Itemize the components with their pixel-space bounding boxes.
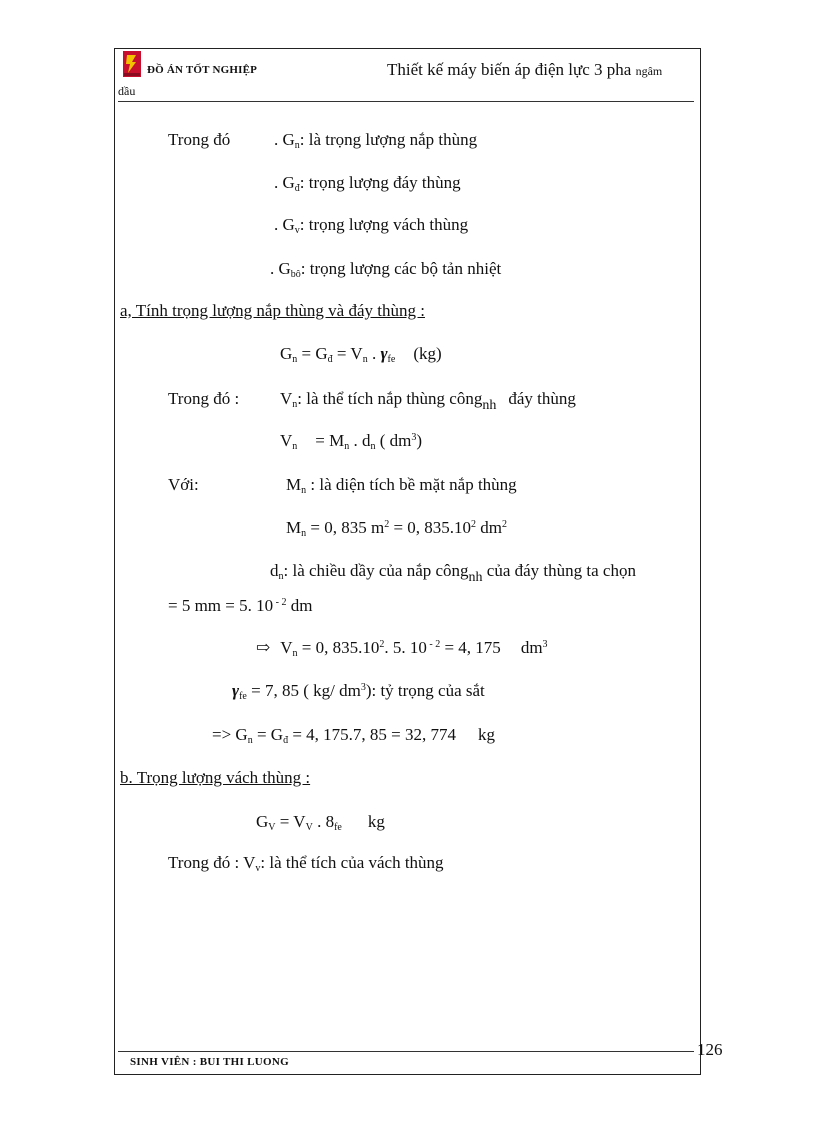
header-right-title-continued: dầu [118,84,136,98]
formula-line: ⇨ $V_n = 0$, 835.10$^2$. 5. 10 $^{- 2}$ = 4, 175 $dm^3$ [256,638,548,659]
header-left-title: ĐỒ ÁN TỐT NGHIỆP [147,64,258,76]
text-line: . $G_n$: là trọng lượng nắp thùng [274,130,478,151]
footer-student: SINH VIÊN : BUI THI LUONG [130,1056,289,1068]
text-line: Với: [168,475,199,494]
text-line: $V_n$: là thể tích nắp thùng công$_{nh}$ đáy thùng [280,389,576,413]
text-line: Trong đó : [168,389,240,408]
formula-line: $V_n = M_n$ . $d_n$ ( $dm^3$) [280,431,423,452]
formula-line: $M_n = 0$, 835 $m^2 = 0$, 835.10$^2$ $dm^2$ [286,518,508,539]
page-number: 126 [697,1040,723,1059]
header-right-title: Thiết kế máy biến áp điện lực 3 pha ngâm [387,60,663,79]
header-divider [118,101,694,102]
school-logo-icon [123,51,141,77]
text-line: . $G_{bô}$: trọng lượng các bộ tản nhiệt [270,259,502,280]
footer-divider [118,1051,694,1052]
text-line: . $G_v$: trọng lượng vách thùng [274,215,469,236]
text-line: = 5 mm = 5. 10 $^{- 2}$ dm [168,596,313,615]
text-line: $d_n$: là chiều dầy của nắp công$_{nh}$ của đáy thùng ta chọn [270,561,636,585]
text-line: Trong đó : $V_v$: là thể tích của vách thùng [168,853,444,874]
text-line: Trong đó [168,130,231,149]
formula-line: $\gamma_{fe} = 7$, 85 ( kg/ $dm^3$): tỷ trọng của sắt [232,681,485,702]
text-line: $M_n$ : là diện tích bề mặt nắp thùng [286,475,517,496]
text-line: . $G_đ$: trọng lượng đáy thùng [274,173,461,194]
section-heading-a: a, Tính trọng lượng nắp thùng và đáy thùng : [120,301,425,320]
formula-line: $G_V = V_V$ . $8_{fe}$ kg [256,812,385,833]
arrow-right-icon: ⇨ [256,638,271,657]
section-heading-b: b. Trọng lượng vách thùng : [120,768,311,787]
formula-line: => $G_n = G_đ = 4$, 175.7, 85 = 32, 774 kg [212,725,496,746]
formula-line: $G_n = G_đ = V_n$ . $\gamma_{fe}$ (kg) [280,344,442,365]
